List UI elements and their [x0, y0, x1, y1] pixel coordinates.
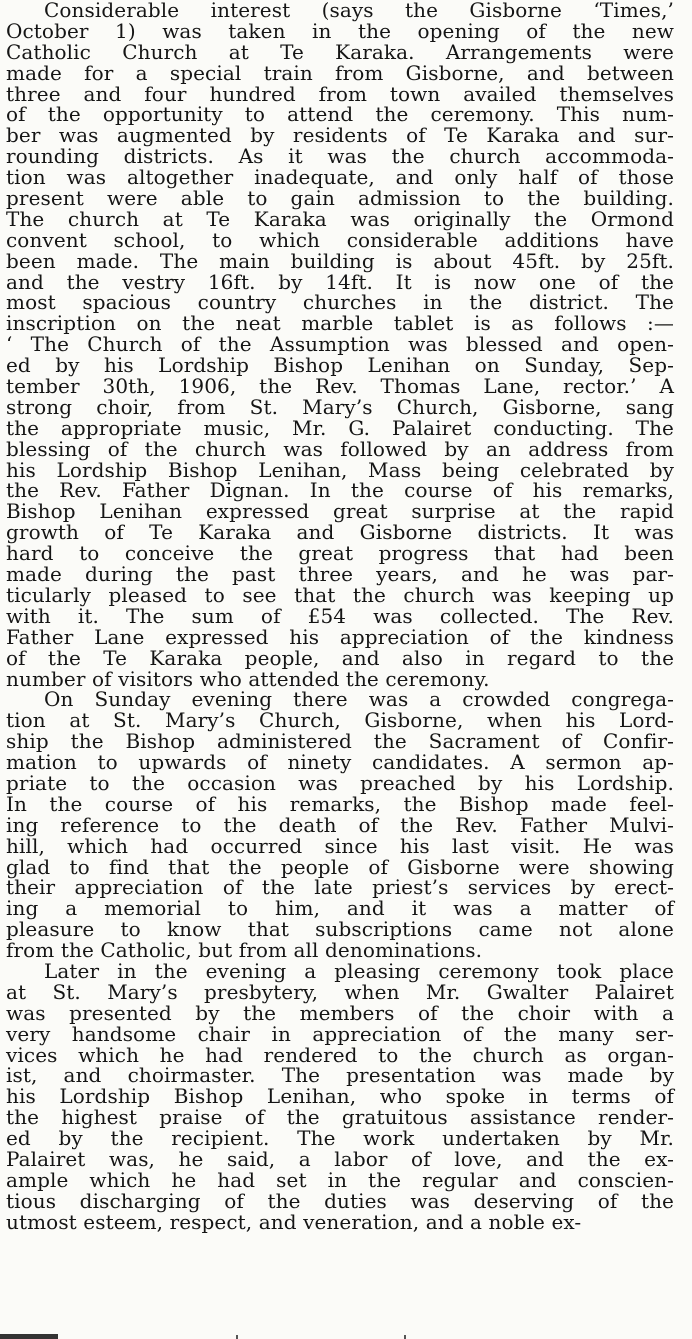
article-column: [6, 0, 674, 1233]
article-line: growth of Te Karaka and Gisborne districts. It was: [6, 520, 674, 545]
article-paragraph: [6, 0, 674, 689]
article-line: made for a special train from Gisborne, and between: [6, 60, 674, 85]
article-line: priate to the occasion was preached by his Lordship.: [6, 770, 674, 795]
article-line: Considerable interest (says the Gisborne ‘Times,’: [44, 0, 674, 22]
article-paragraph: [6, 958, 674, 1234]
article-line: their appreciation of the late priest’s services by erect-: [6, 875, 674, 900]
article-line: ‘ The Church of the Assumption was blessed and open-: [6, 332, 674, 357]
article-line: tion was altogether inadequate, and only half of those: [6, 165, 674, 190]
article-line: hill, which had occurred since his last visit. He was: [6, 833, 674, 858]
bottom-rule-bar: [0, 1334, 58, 1339]
article-line: been made. The main building is about 45ft. by 25ft.: [6, 248, 674, 273]
article-line: ber was augmented by residents of Te Karaka and sur-: [6, 123, 674, 148]
article-line: Catholic Church at Te Karaka. Arrangements were: [6, 39, 674, 64]
article-line: mation to upwards of ninety candidates. A sermon ap-: [6, 750, 674, 775]
article-line: the appropriate music, Mr. G. Palairet conducting. The: [6, 415, 674, 440]
article-line: ship the Bishop administered the Sacrament of Confir-: [6, 729, 674, 754]
article-line: the highest praise of the gratuitous assistance render-: [6, 1105, 674, 1130]
article-line: On Sunday evening there was a crowded congrega-: [44, 687, 674, 712]
article-line: ed by his Lordship Bishop Lenihan on Sunday, Sep-: [6, 353, 674, 378]
article-line: tember 30th, 1906, the Rev. Thomas Lane, rector.’ A: [6, 374, 674, 399]
article-line: his Lordship Bishop Lenihan, who spoke in terms of: [6, 1084, 674, 1109]
article-line: blessing of the church was followed by an address from: [6, 436, 674, 461]
article-line: most spacious country churches in the district. The: [6, 290, 674, 315]
article-line: Later in the evening a pleasing ceremony took place: [44, 958, 674, 983]
article-line: at St. Mary’s presbytery, when Mr. Gwalter Palairet: [6, 979, 674, 1004]
article-line: convent school, to which considerable additions have: [6, 227, 674, 252]
article-line: pleasure to know that subscriptions came not alone: [6, 917, 674, 942]
article-line: ed by the recipient. The work undertaken by Mr.: [6, 1126, 674, 1151]
article-line: In the course of his remarks, the Bishop made feel-: [6, 791, 674, 816]
article-line: ticularly pleased to see that the church was keeping up: [6, 582, 674, 607]
article-line: was presented by the members of the choir with a: [6, 1000, 674, 1025]
article-line: very handsome chair in appreciation of the many ser-: [6, 1021, 674, 1046]
article-line: ing a memorial to him, and it was a matter of: [6, 896, 674, 921]
article-line: glad to find that the people of Gisborne were showing: [6, 854, 674, 879]
article-line: three and four hundred from town availed themselves: [6, 81, 674, 106]
article-line: of the Te Karaka people, and also in regard to the: [6, 645, 674, 670]
article-line: The church at Te Karaka was originally the Ormond: [6, 206, 674, 231]
article-line: of the opportunity to attend the ceremony. This num-: [6, 102, 674, 127]
article-line: Father Lane expressed his appreciation of the kindness: [6, 624, 674, 649]
article-line: tious discharging of the duties was deserving of the: [6, 1188, 674, 1213]
article-line: the Rev. Father Dignan. In the course of his remarks,: [6, 478, 674, 503]
article-line: ing reference to the death of the Rev. Father Mulvi-: [6, 812, 674, 837]
article-line: utmost esteem, respect, and veneration, and a noble ex-: [6, 1209, 582, 1234]
article-line: hard to conceive the great progress that had been: [6, 541, 674, 566]
article-line: number of visitors who attended the ceremony.: [6, 666, 490, 691]
article-line: inscription on the neat marble tablet is as follows :—: [6, 311, 674, 336]
article-line: strong choir, from St. Mary’s Church, Gisborne, sang: [6, 394, 674, 419]
article-line: ample which he had set in the regular and conscien-: [6, 1167, 674, 1192]
article-line: tion at St. Mary’s Church, Gisborne, when his Lord-: [6, 708, 674, 733]
bottom-rule-tick: [236, 1335, 238, 1339]
article-line: with it. The sum of £54 was collected. The Rev.: [6, 603, 674, 628]
article-line: made during the past three years, and he was par-: [6, 562, 674, 587]
article-line: October 1) was taken in the opening of the new: [6, 18, 674, 43]
article-line: from the Catholic, but from all denominations.: [6, 938, 483, 963]
article-line: rounding districts. As it was the church accommoda-: [6, 144, 674, 169]
article-line: and the vestry 16ft. by 14ft. It is now one of the: [6, 269, 674, 294]
article-line: his Lordship Bishop Lenihan, Mass being celebrated by: [6, 457, 674, 482]
article-paragraph: [6, 689, 674, 961]
article-line: present were able to gain admission to the building.: [6, 186, 674, 211]
column-bottom-rule: [0, 1330, 692, 1339]
article-line: Palairet was, he said, a labor of love, and the ex-: [6, 1146, 674, 1171]
bottom-rule-tick: [404, 1335, 406, 1339]
article-line: ist, and choirmaster. The presentation was made by: [6, 1063, 674, 1088]
article-line: vices which he had rendered to the church as organ-: [6, 1042, 674, 1067]
article-line: Bishop Lenihan expressed great surprise at the rapid: [6, 499, 674, 524]
